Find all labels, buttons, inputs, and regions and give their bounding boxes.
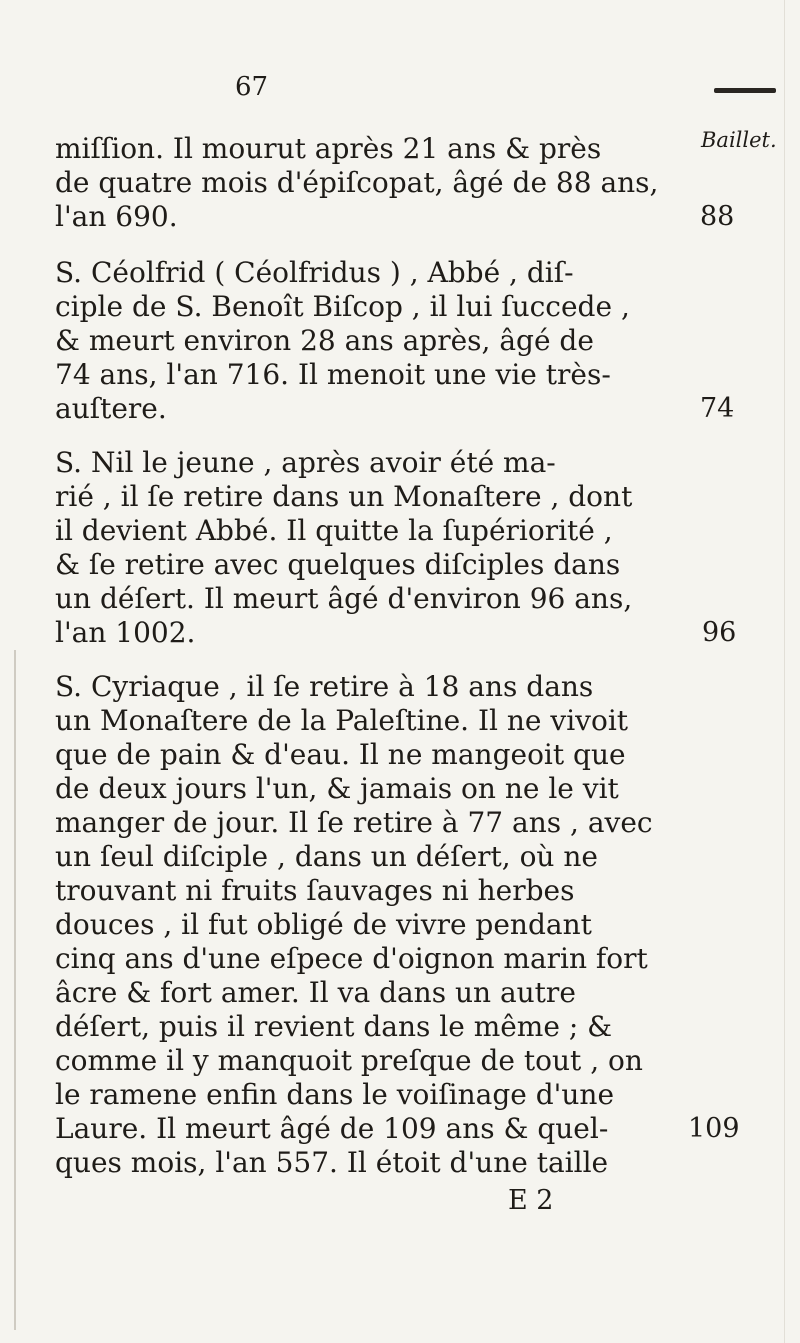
margin-age-number: 109 [688,1113,740,1144]
text-line: de deux jours l'un, & jamais on ne le vit [55,772,619,805]
text-line: miſſion. Il mourut après 21 ans & près [55,132,602,165]
margin-age-number: 74 [700,393,735,424]
text-line: le ramene enfin dans le voiſinage d'une [55,1078,615,1111]
margin-age-number: 96 [702,617,737,648]
text-line: cinq ans d'une eſpece d'oignon marin fort [55,942,648,975]
text-line: S. Nil le jeune , après avoir été ma- [55,446,556,479]
page-edge [784,0,785,1343]
text-line: S. Céolfrid ( Céolfridus ) , Abbé , diſ- [55,256,574,289]
text-line: l'an 1002. [55,616,196,649]
text-line: & meurt environ 28 ans après, âgé de [55,324,594,357]
text-line: l'an 690. [55,200,178,233]
text-line: Laure. Il meurt âgé de 109 ans & quel- [55,1112,609,1145]
text-line: trouvant ni fruits ſauvages ni herbes [55,874,575,907]
text-line: un ſeul diſciple , dans un déſert, où ne [55,840,598,873]
text-line: comme il y manquoit preſque de tout , on [55,1044,643,1077]
text-line: & ſe retire avec quelques diſciples dans [55,548,621,581]
text-line: âcre & fort amer. Il va dans un autre [55,976,576,1009]
text-line: déſert, puis il revient dans le même ; & [55,1010,613,1043]
margin-age-number: 88 [700,201,735,232]
text-line: S. Cyriaque , il ſe retire à 18 ans dans [55,670,594,703]
text-line: un déſert. Il meurt âgé d'environ 96 ans, [55,582,633,615]
header-rule [714,88,776,93]
margin-source-note: Baillet. [701,128,777,152]
text-line: ques mois, l'an 557. Il étoit d'une taille [55,1146,609,1179]
text-line: ciple de S. Benoît Biſcop , il lui ſuccede , [55,290,630,323]
gutter-edge [14,650,16,1330]
text-line: douces , il fut obligé de vivre pendant [55,908,592,941]
text-line: un Monaſtere de la Paleſtine. Il ne vivoit [55,704,629,737]
text-line: il devient Abbé. Il quitte la ſupériorité , [55,514,613,547]
text-line: 74 ans, l'an 716. Il menoit une vie très- [55,358,611,391]
signature-mark: E 2 [508,1185,554,1216]
text-line: que de pain & d'eau. Il ne mangeoit que [55,738,626,771]
text-line: manger de jour. Il ſe retire à 77 ans , avec [55,806,653,839]
text-line: de quatre mois d'épiſcopat, âgé de 88 ans, [55,166,659,199]
page-number: 67 [235,72,269,102]
text-line: rié , il ſe retire dans un Monaſtere , dont [55,480,633,513]
text-line: auſtere. [55,392,167,425]
